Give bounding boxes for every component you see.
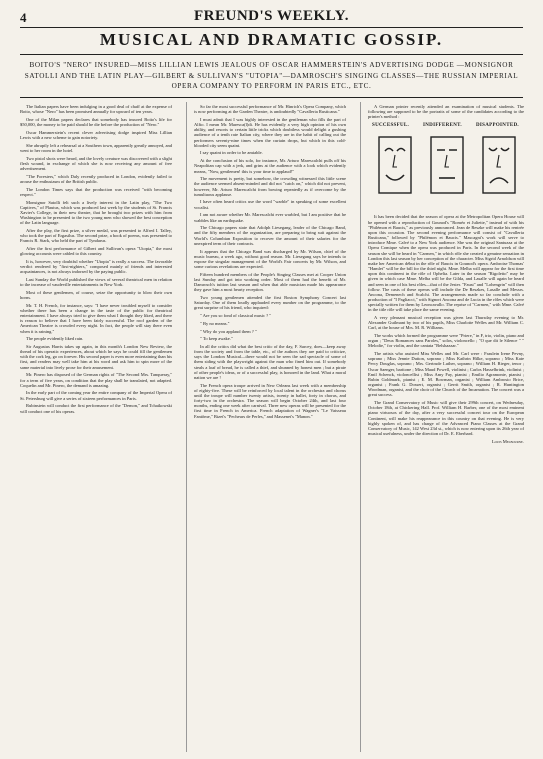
successful-face-icon (376, 133, 414, 197)
article-paragraph: The movement is pretty, but somehow, the crowding witnessed this little scene the audience seemed absent-minded and did not "catch on," which did not prevent, however, Mr. Arturo Marescalchi from bowing repeatedly as if overcome by the tumultuous applause. (194, 176, 346, 197)
deck-rule (20, 97, 523, 98)
article-paragraph: Mr. Pinero has disposed of the German rights of "The Second Mrs. Tanqueray," for a term of five years, on condition that the play shall be translated, not adapted. Coquelin and Mr. Pinero, the demand is amazing. (20, 372, 172, 388)
article-paragraph: The Italian papers have been indulging in a good deal of chaff at the expense of Boito, whose "Nero" has been promised annually for upward of ten years. (20, 104, 172, 115)
indifferent-face-icon (428, 133, 466, 197)
article-paragraph: Two young gentlemen attended the first Boston Symphony Concert last Saturday. One of them loudly applauded every number on the programme, to the great surprise of his friend, who inquired: (194, 294, 346, 311)
article-paragraph: Sir Augustus Harris takes up again, in this month's London New Review, the thread of his operatic experiences, about which he says he could fill the gentlemen with the cork leg, go on forever. His second paper is even more entertaining than his first, and readers may well take him at his word and ask him to spin more of the same material into lively prose for their amusement. (20, 344, 172, 370)
article-paragraph: I have often heard critics use the word "warble" in speaking of some excellent vocalist. (194, 199, 346, 210)
article-paragraph: The artists who assisted Miss Welles and Mr. Carl were : Fraulein Irene Pevny, soprano ; Miss Jennie Dutton, soprano ; Miss Kathrin Hilke, soprano ; Miss Kate Percy Douglas, soprano ; Mrs. Gertrude Luther, soprano ; William H. Rieger, tenor ; Oscar Saenger, baritone ; Miss Maud Powell, violinist ; Carlos Hasselbrink, violinist ; Emil Schenck, violoncellist ; Miss Amy Fay, pianist ; Emilio Agramonte, pianist ; Rubin Goldmark, pianist ; E. M. Bowman, organist ; William Ambrosio Brice, organist ; Frank G. Dossert, organist ; Gerrit Smith, organist ; R. Huntington Woodman, organist, and the choir of the Church of the Incarnation. The concert was a great success. (368, 351, 524, 398)
article-paragraph: Monsignor Satolli felt such a lively interest in the Latin play, "The Two Captives," of Plautus, which was produced last week by the students of St. Francis Xavier's College, in their new theatre, that he brought two prizes with him from Washington to be presented to the two young men who showed the best conception of the Latin language. (20, 199, 172, 226)
article-paragraph: After the first performance of Gilbert and Sullivan's opera "Utopia," the most glowing accounts were cabled to this country. (20, 245, 172, 257)
page-title: MUSICAL AND DRAMATIC GOSSIP. (99, 30, 444, 49)
article-paragraph: "The Foresters," which Daly recently produced in London, evidently failed to arouse the enthusiasm of the British public. (20, 173, 172, 184)
signature: Louis Melbourne. (491, 438, 524, 444)
article-paragraph: " By no means." (200, 320, 230, 326)
article-paragraph: So far the most successful performance of Mr. Hinrich's Opera Company, which is now performing at the Garden Theatre, is undoubtedly "Cavalleria Rusticana." (194, 104, 346, 115)
article-paragraph: The French opera troupe arrived in New Orleans last week with a membership of eighty-five. These will be reinforced by local talent in the orchestra and chorus until the troupe will number twenty artists, twenty in ballet, forty in chorus, and forty-two in the orchestra. The season will begin October 24th, and last four months, ending one week after carnival. Three new operas will be presented for the first time in French in America. French adaptation of Wagner's "Le Vaisseau Fantôme," Bizet's "Pecheurs de Perles," and Massenet's "Manon." (194, 382, 346, 419)
column-left (20, 104, 172, 752)
article-paragraph: At the conclusion of his solo, for instance, Mr. Arturo Marescalchi pulls off his Neapolitan cap with a jerk, and grins at the audience with a look which evidently means, "Now, gentlemen! this is your time to applaud!" (194, 158, 346, 174)
article-paragraph: In all the critics did what the best critic of the day, F. Sarcey, does—keep away from the society and from the table, etc., of the authors they are paid to criticize, says the London Musical—there would not be seen the sad spectacle of some of them siding with the playwright against the man who fined him out. If somebody steals a loaf of bread, he is called a thief, and shunned by honest men ; but a pirate of other people's ideas, or of a successful play, is honored in the land. What a moral nation we are ! (194, 344, 346, 380)
article-paragraph: It is, however, very doubtful whether "Utopia" is really a success. The favorable verdict rendered by "first-nighters," composed mainly of friends and interested acquaintances, is not always indorsed by the paying public. (20, 258, 172, 275)
article-paragraph: A very pleasant musical reception was given last Thursday evening to Mr. Alexander Guilmant by two of his pupils, Miss Charlotte Welles and Mr. William C. Carl, at the house of Mrs. M. R. Williams. (368, 315, 524, 331)
article-paragraph: I say quaint in order to be amiable. (200, 150, 263, 156)
article-paragraph: Fifteen hundred members of the People's Singing Classes met at Cooper Union last Sunday and got into working order. Most of them had the benefit of Mr. Damrosch's tuition last season and when that able musician made his appearance they gave him a most hearty reception. (194, 271, 346, 293)
face-label-disappointed: DISAPPOINTED. (476, 123, 519, 129)
article-paragraph: I must admit that I was highly interested in the gentleman who fills the part of Alfio. I mean Mr. Maresca(l)di. He has evidently a very high opinion of his own ability, and resorts to certain little tricks which doubtless would delight a gushing audience of a tenth rate Italian city, where they are in the habit of calling out the performers seventy-nine times when the curtain drops, but which in this cold-blooded city seem quaint. (194, 116, 346, 148)
face-label-successful: SUCCESSFUL. (372, 123, 410, 129)
article-paragraph: It has been decided that the season of opera at the Metropolitan Opera House will be opened with a reproduction of Gounod's "Roméo et Juliette," instead of with his "Philémon et Baucis," as previously announced. Jean de Reszke will make his rentrée upon this occasion. The second evening performance will consist of "Cavalleria Rusticana," followed by "Philémon et Baucis." Mascagni's work will serve to introduce Mme. Calvé to a New York audience. She was the original Santuzza at the Opera Comique when the opera was produced in Paris. In the second week of the season she will be heard in "Carmen," in which rôle she created a genuine sensation in London this last season by her conception of the character. Miss Sigrid Arnoldson will make her American début in the rôle of Baucis in Gounod's opera. Ambroise Thomas' "Hamlet" will be the bill for the third night. Mme. Melba will appear for the first time upon this continent in the rôle of Ophelia. Later in the season "Rigoletto" may be given in which case Mme. Melba will be the Gilda, and Lasalle will again be heard and seen in one of his best rôles—that of the Jester. "Faust" and "Lohengrin" will then follow. The casts of these operas will include the De Reszkes, Lasalle and Messrs. Ancona, Demenech and Scalchi. The arrangements made so far conclude with a production of "I Pagliacci," with Signori Ancona and de Lucia in the rôles which were specially written for them by Leoncavallo. The reprise of "Carmen," with Mme. Calvé in the title rôle will take place the same evening. (368, 214, 524, 313)
article-paragraph: The works which formed the programme were "Priere," in F, trio, violin, piano and organ ; "Deux Romances sans Paroles," solos, violoncello ; "O que dit le Silence " " Melodie," for violin, and the cantata "Belshazzar." (368, 333, 524, 349)
article-paragraph: After the play, the first prize, a silver medal, was presented to Alfred I. Talley, who took the part of Ergasilus. The second prize, a book of poems, was presented to Francis R. Stark, who held the part of Tyndarus. (20, 227, 172, 244)
face-label-indifferent: INDIFFERENT. (423, 123, 462, 129)
article-paragraph: Mr. T. H. French, for instance, says: "I have never troubled myself to consider whether there has been a change in the taste of the public for theatrical entertainment. I have always tried to give them what I thought they liked, and there is reason to believe that I have been fairly successful. The roof garden of the American Theatre is crowded every night. In fact, the people will stay there even when it is raining." (20, 302, 172, 334)
article-paragraph: " Are you so fond of classical music ? " (200, 313, 272, 318)
article-paragraph: Oscar Hammerstein's recent clever advertising dodge inspired Miss Lillian Lewis with a new scheme to gain notoriety. (20, 129, 172, 140)
article-paragraph: The Chicago papers state that Adolph Liesegang, leader of the Chicago Band, and the fifty members of the organization, are preparing to bring suit against the World's Columbian Exposition to recover the amount of their salaries for the unexpired term of their contracts. (194, 225, 346, 246)
faces-intro: A German printer recently attended an examination of musical students. The following are supposed to be the portraits of some of the candidates according to the printer's method : (368, 104, 524, 120)
column-middle (194, 104, 346, 752)
column-right (368, 104, 524, 752)
article-paragraph: The London Times says that the production was received "with becoming respect." (20, 186, 172, 197)
article-paragraph: Rubinstein will conduct the first performance of the "Demon," and Tchaikowski will conduct one of his operas. (20, 403, 172, 414)
examination-faces-illustration (368, 123, 524, 209)
running-header (20, 6, 523, 28)
article-paragraph: I am not aware whether Mr. Marescalchi ever warbled, but I am positive that he wabbles like an earthquake. (194, 212, 346, 223)
article-paragraph: In the early part of the coming year the entire company of the Imperial Opera of St. Petersburg will give a series of sixteen performances in Paris. (20, 390, 172, 401)
page-number: 4 (20, 10, 27, 25)
title-rule (20, 54, 523, 55)
article-paragraph: She abruptly left a rehearsal at a Southern town, apparently greatly annoyed, and went to her room in the hotel. (20, 142, 172, 153)
column-right-body (368, 214, 524, 436)
article-paragraph: The Grand Conservatory of Music will give their 299th concert, on Wednesday, October 18th, at Chickering Hall. Prof. William H. Barber, one of the most eminent piano virtuosos of the day, after a very successful concert tour on the European Continent, will make his reappearance in this country on that evening. He is very highly spoken of, and has charge of the Advanced Piano Classes at the Grand Conservatory of Music, 142 West 23d st., which is now entering upon its 26th year of musical usefulness, under the direction of Dr. E. Eberhard. (368, 400, 524, 437)
article-paragraph: The people evidently liked rain. (26, 336, 84, 342)
article-paragraph: Last Sunday the World published the views of several theatrical men in relation to the increase of vaudeville entertainments in New York. (20, 276, 172, 288)
article-paragraph: One of the Milan papers declares that somebody has insured Boito's life for $50,000, the money to be paid should he die before the production of "Nero." (20, 116, 172, 128)
article-paragraph: Two pistol shots were heard, and the lovely creature was discovered with a slight flesh wound, in exchange of which she is now receiving any amount of free advertisement. (20, 155, 172, 171)
article-paragraph: " Why do you applaud them ? " (200, 328, 257, 334)
column-divider (186, 102, 187, 752)
article-paragraph: It appears that the Chicago Band was discharged by Mr. Wilson, chief of the music bureau, a week ago, without good reason. Mr. Liesegang says he intends to expose the singular management of the World's Fair concerts by Mr. Wilson, and some curious revelations are expected. (194, 248, 346, 269)
disappointed-face-icon (480, 133, 518, 197)
subtitle-deck: BOITO'S "NERO" INSURED—MISS LILLIAN LEWIS JEALOUS OF OSCAR HAMMERSTEIN'S ADVERTISING DODGE —MONSIGNOR SATOLLI AND THE LATIN PLAY—GILBERT & SULLIVAN'S "UTOPIA"—DAMROSCH'S SINGING CLASSES—THE RUSSIAN IMPERIAL OPERA COMPANY TO PERFORM IN PARIS ETC., ETC. (24, 61, 519, 90)
header-rule (20, 27, 523, 28)
masthead: FREUND'S WEEKLY. (194, 8, 349, 24)
article-paragraph: " To keep awake." (200, 336, 233, 342)
article-paragraph: Most of these gentlemen, of course, seize the opportunity to blow their own horns. (20, 289, 172, 300)
column-divider (360, 102, 361, 752)
